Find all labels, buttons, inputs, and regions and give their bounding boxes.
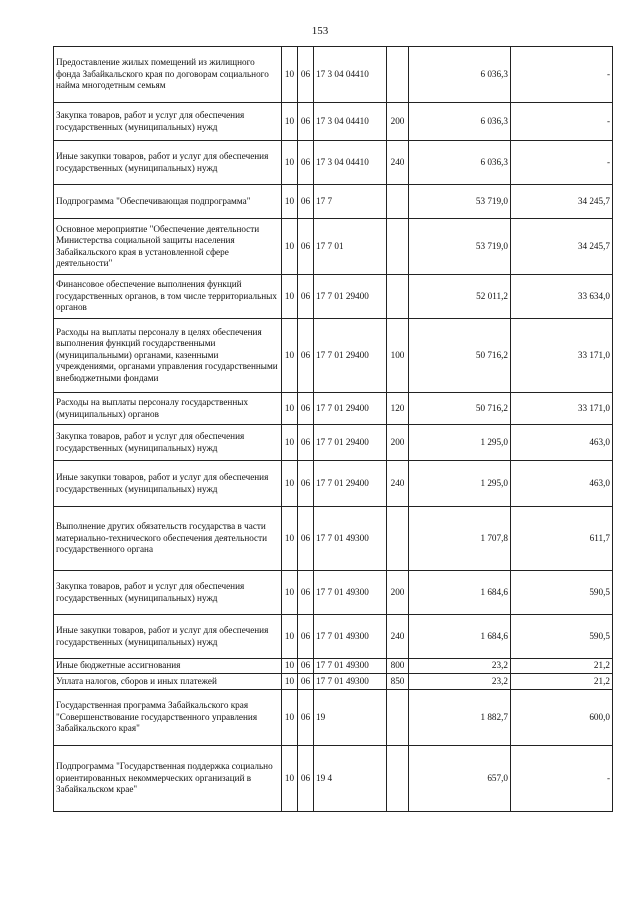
table-row [54,425,613,461]
row-name: Основное мероприятие "Обеспечение деятельности Министерства социальной защиты населения Забайкальского края в установленной сфере деятельности" [54,219,282,275]
row-name: Иные бюджетные ассигнования [54,659,282,674]
row-amount-year1: 23,2 [409,674,511,690]
row-expense-type [387,507,409,571]
row-amount-year1: 1 882,7 [409,690,511,746]
table-row [54,615,613,659]
page-number: 153 [311,25,329,37]
table-row [54,275,613,319]
row-csr: 17 7 01 29400 [314,393,387,425]
row-csr: 17 7 01 49300 [314,615,387,659]
row-subsection: 06 [298,103,314,141]
row-amount-year1: 50 716,2 [409,319,511,393]
row-expense-type: 200 [387,425,409,461]
table-row [54,659,613,674]
row-section: 10 [282,674,298,690]
row-subsection: 06 [298,275,314,319]
row-section: 10 [282,507,298,571]
row-csr: 17 7 01 49300 [314,507,387,571]
row-amount-year2: 590,5 [511,615,613,659]
row-csr: 17 7 01 49300 [314,659,387,674]
row-expense-type: 800 [387,659,409,674]
row-subsection: 06 [298,659,314,674]
row-subsection: 06 [298,141,314,185]
row-subsection: 06 [298,571,314,615]
table-row [54,141,613,185]
row-csr: 19 4 [314,746,387,812]
row-amount-year2: 21,2 [511,659,613,674]
row-subsection: 06 [298,185,314,219]
row-section: 10 [282,425,298,461]
row-subsection: 06 [298,615,314,659]
row-amount-year1: 6 036,3 [409,141,511,185]
table-row [54,571,613,615]
row-section: 10 [282,690,298,746]
row-section: 10 [282,615,298,659]
row-name: Уплата налогов, сборов и иных платежей [54,674,282,690]
table-row [54,461,613,507]
row-name: Государственная программа Забайкальского края "Совершенствование государственного управления Забайкальского края" [54,690,282,746]
row-name: Расходы на выплаты персоналу государственных (муниципальных) органов [54,393,282,425]
row-expense-type: 200 [387,103,409,141]
row-csr: 17 3 04 04410 [314,103,387,141]
row-section: 10 [282,219,298,275]
row-name: Подпрограмма "Государственная поддержка социально ориентированных некоммерческих организаций в Забайкальском крае" [54,746,282,812]
table-row [54,690,613,746]
row-expense-type: 120 [387,393,409,425]
row-section: 10 [282,103,298,141]
row-expense-type [387,185,409,219]
row-amount-year2: 33 171,0 [511,393,613,425]
row-csr: 17 7 01 29400 [314,425,387,461]
row-amount-year2: - [511,47,613,103]
row-amount-year1: 6 036,3 [409,103,511,141]
row-section: 10 [282,393,298,425]
row-amount-year1: 53 719,0 [409,185,511,219]
row-amount-year2: 34 245,7 [511,219,613,275]
row-name: Иные закупки товаров, работ и услуг для обеспечения государственных (муниципальных) нужд [54,615,282,659]
row-csr: 17 7 [314,185,387,219]
row-section: 10 [282,47,298,103]
row-csr: 17 7 01 49300 [314,571,387,615]
row-amount-year1: 1 707,8 [409,507,511,571]
row-name: Выполнение других обязательств государства в части материально-технического обеспечения деятельности государственного органа [54,507,282,571]
row-name: Финансовое обеспечение выполнения функций государственных органов, в том числе территориальных органов [54,275,282,319]
row-amount-year1: 53 719,0 [409,219,511,275]
table-row [54,103,613,141]
row-name: Иные закупки товаров, работ и услуг для обеспечения государственных (муниципальных) нужд [54,461,282,507]
row-expense-type [387,690,409,746]
row-amount-year2: 463,0 [511,461,613,507]
row-expense-type: 200 [387,571,409,615]
row-amount-year2: 21,2 [511,674,613,690]
row-csr: 17 7 01 29400 [314,275,387,319]
row-amount-year2: - [511,746,613,812]
row-subsection: 06 [298,319,314,393]
row-expense-type [387,47,409,103]
row-csr: 17 7 01 29400 [314,319,387,393]
table-row [54,393,613,425]
budget-table-body [54,47,613,812]
table-row [54,746,613,812]
row-name: Подпрограмма "Обеспечивающая подпрограмма" [54,185,282,219]
row-name: Иные закупки товаров, работ и услуг для обеспечения государственных (муниципальных) нужд [54,141,282,185]
row-amount-year2: 34 245,7 [511,185,613,219]
row-section: 10 [282,141,298,185]
row-subsection: 06 [298,219,314,275]
row-subsection: 06 [298,393,314,425]
row-amount-year2: - [511,103,613,141]
table-row [54,47,613,103]
table-row [54,319,613,393]
row-csr: 17 7 01 [314,219,387,275]
table-row [54,185,613,219]
row-name: Расходы на выплаты персоналу в целях обеспечения выполнения функций государственными (муниципальными) органами, казенными учреждениями, органами управления государственными внебюджетными фондами [54,319,282,393]
row-section: 10 [282,185,298,219]
row-section: 10 [282,659,298,674]
row-amount-year2: - [511,141,613,185]
row-section: 10 [282,746,298,812]
row-subsection: 06 [298,674,314,690]
row-amount-year2: 33 171,0 [511,319,613,393]
row-expense-type: 100 [387,319,409,393]
row-name: Закупка товаров, работ и услуг для обеспечения государственных (муниципальных) нужд [54,571,282,615]
row-amount-year1: 1 684,6 [409,571,511,615]
row-name: Закупка товаров, работ и услуг для обеспечения государственных (муниципальных) нужд [54,103,282,141]
row-expense-type: 240 [387,615,409,659]
row-amount-year2: 600,0 [511,690,613,746]
row-section: 10 [282,571,298,615]
row-expense-type: 240 [387,461,409,507]
row-amount-year1: 1 684,6 [409,615,511,659]
table-row [54,219,613,275]
row-amount-year1: 23,2 [409,659,511,674]
row-subsection: 06 [298,746,314,812]
row-expense-type [387,746,409,812]
row-subsection: 06 [298,47,314,103]
row-amount-year2: 463,0 [511,425,613,461]
row-name: Предоставление жилых помещений из жилищного фонда Забайкальского края по договорам социального найма многодетным семьям [54,47,282,103]
row-amount-year1: 50 716,2 [409,393,511,425]
row-section: 10 [282,275,298,319]
row-csr: 17 7 01 29400 [314,461,387,507]
table-row [54,507,613,571]
table-row [54,674,613,690]
row-amount-year1: 52 011,2 [409,275,511,319]
row-subsection: 06 [298,507,314,571]
row-subsection: 06 [298,425,314,461]
row-expense-type [387,219,409,275]
row-section: 10 [282,319,298,393]
row-csr: 19 [314,690,387,746]
row-amount-year2: 590,5 [511,571,613,615]
row-csr: 17 3 04 04410 [314,141,387,185]
row-section: 10 [282,461,298,507]
row-expense-type: 850 [387,674,409,690]
row-csr: 17 7 01 49300 [314,674,387,690]
row-name: Закупка товаров, работ и услуг для обеспечения государственных (муниципальных) нужд [54,425,282,461]
row-amount-year2: 33 634,0 [511,275,613,319]
row-amount-year2: 611,7 [511,507,613,571]
budget-table [53,46,613,812]
row-amount-year1: 657,0 [409,746,511,812]
row-amount-year1: 1 295,0 [409,461,511,507]
row-subsection: 06 [298,461,314,507]
row-subsection: 06 [298,690,314,746]
row-amount-year1: 1 295,0 [409,425,511,461]
row-expense-type [387,275,409,319]
row-expense-type: 240 [387,141,409,185]
row-csr: 17 3 04 04410 [314,47,387,103]
row-amount-year1: 6 036,3 [409,47,511,103]
